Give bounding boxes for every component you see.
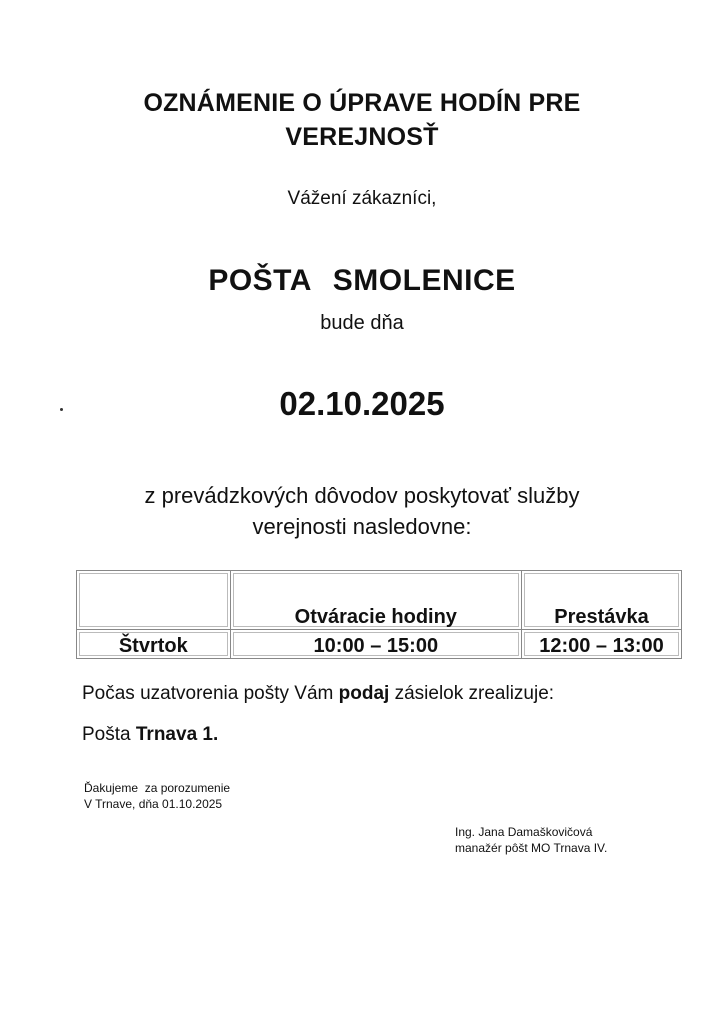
signer-role: manažér pôšt MO Trnava IV. xyxy=(455,841,608,855)
reason-line-2: verejnosti nasledovne: xyxy=(252,514,472,539)
will-be-text: bude dňa xyxy=(320,312,404,334)
pickup-prefix: Počas uzatvorenia pošty Vám xyxy=(82,683,339,704)
place-date: V Trnave, dňa 01.10.2025 xyxy=(84,797,223,811)
pickup-bold: podaj xyxy=(338,683,390,704)
cell-hours: 10:00 – 15:00 xyxy=(230,630,521,659)
notice-title xyxy=(0,86,724,154)
header-day xyxy=(77,571,231,630)
pickup-info xyxy=(82,683,554,705)
pickup-office-prefix: Pošta xyxy=(82,724,136,745)
header-break: Prestávka xyxy=(522,571,682,630)
table-row xyxy=(77,630,682,659)
salutation: Vážení zákazníci, xyxy=(287,188,437,209)
office-word-2: SMOLENICE xyxy=(332,264,516,297)
cell-day: Štvrtok xyxy=(77,630,231,659)
scan-speck xyxy=(60,408,63,411)
title-line-2: VEREJNOSŤ xyxy=(285,123,439,151)
hours-table xyxy=(76,570,682,659)
pickup-office xyxy=(82,724,218,746)
cell-break: 12:00 – 13:00 xyxy=(522,630,682,659)
table-header-row xyxy=(77,571,682,630)
pickup-suffix: zásielok zrealizuje: xyxy=(389,683,555,704)
signer-name: Ing. Jana Damaškovičová xyxy=(455,825,593,839)
reason-line-1: z prevádzkových dôvodov poskytovať služby xyxy=(144,483,580,508)
signature-block xyxy=(455,824,607,856)
notice-date: 02.10.2025 xyxy=(279,385,445,422)
header-opening-hours: Otváracie hodiny xyxy=(230,571,521,630)
thanks-block xyxy=(84,780,230,812)
post-office-name xyxy=(0,264,724,298)
office-word-1: POŠTA xyxy=(208,264,312,297)
thanks-text: Ďakujeme za porozumenie xyxy=(84,781,231,795)
title-line-1: OZNÁMENIE O ÚPRAVE HODÍN PRE xyxy=(143,89,581,117)
pickup-office-name: Trnava 1. xyxy=(135,724,219,745)
reason-text xyxy=(0,480,724,542)
